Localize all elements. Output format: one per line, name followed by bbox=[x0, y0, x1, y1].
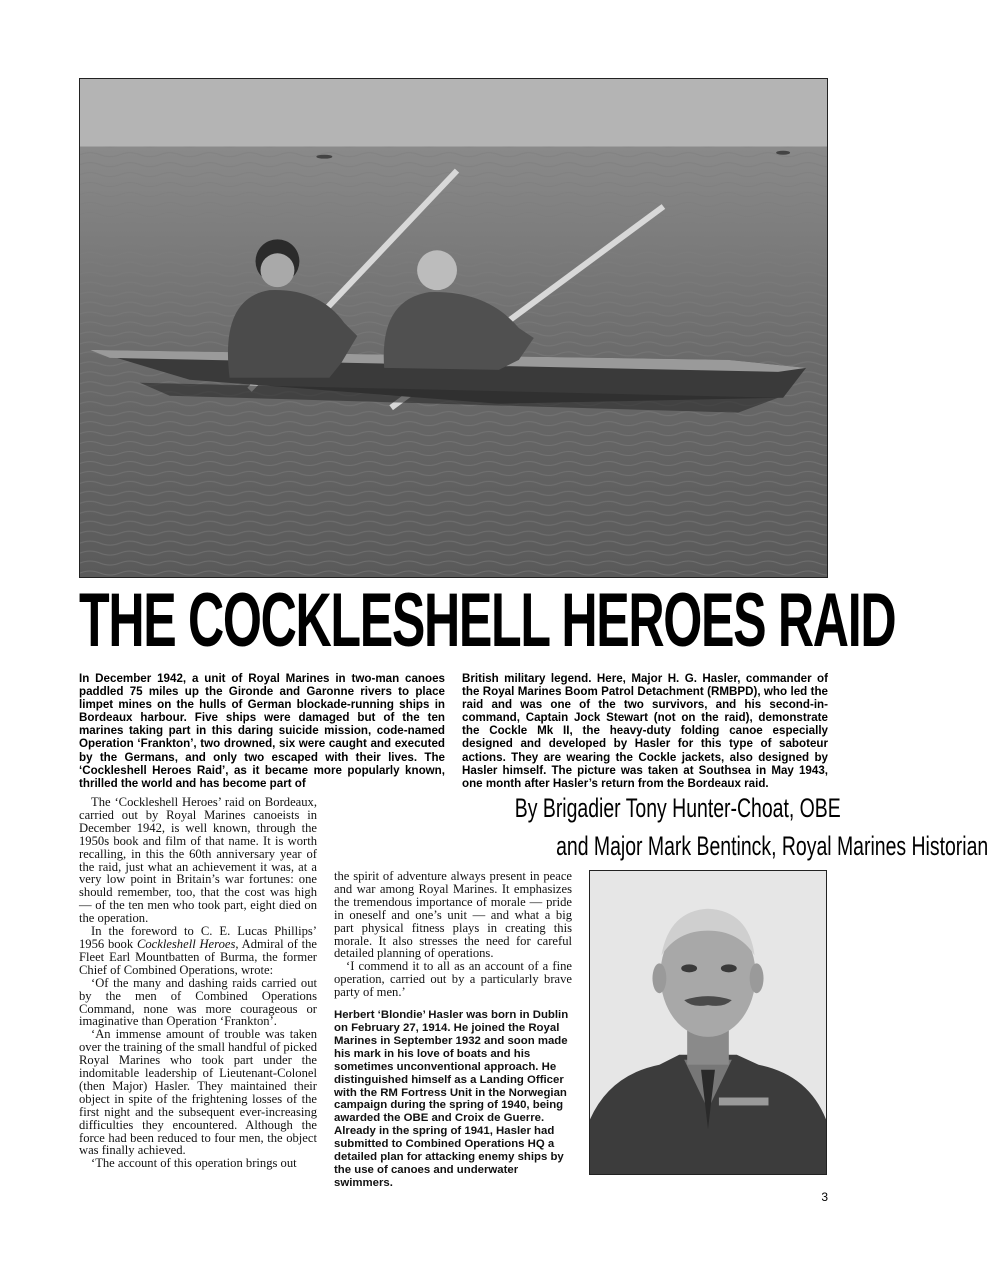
standfirst-left: In December 1942, a unit of Royal Marines in two-man canoes paddled 75 miles up the Gironde and Garonne rivers to place limpet mines on the hulls of German blockade-running ships in Bordeaux harbour. Five ships were damaged but of the ten marines taking part in this daring suicide mission, code-named Operation ‘Frankton’, two drowned, six were caught and executed by the Germans, and only two escaped with their lives. The ‘Cockleshell Heroes Raid’, as it became more popularly known, thrilled the world and has become part of bbox=[79, 672, 445, 790]
paragraph: the spirit of adventure always present in peace and war among Royal Marines. It emphasizes the tremendous importance of morale — pride in oneself and one’s unit — and what a big part physical fitness plays in creating this morale. It also stresses the need for careful detailed planning of operations. bbox=[334, 869, 572, 961]
paragraph: ‘I commend it to all as an account of a fine operation, carried out by a particularly brave party of men.’ bbox=[334, 959, 572, 1000]
standfirst-right: British military legend. Here, Major H. G. Hasler, commander of the Royal Marines Boom Patrol Detachment (RMBPD), who led the raid and was one of the two survivors, and his second-in-command, Captain Jock Stewart (not on the raid), demonstrate the Cockle Mk II, the heavy-duty folding canoe especially designed and developed by Hasler for this type of saboteur actions. They are wearing the Cockle jackets, also designed by Hasler himself. The picture was taken at Southsea in May 1943, one month after Hasler’s return from the Bordeaux raid. bbox=[462, 672, 828, 790]
byline-line-2: and Major Mark Bentinck, Royal Marines Historian bbox=[556, 831, 988, 861]
portrait-photo-hasler bbox=[589, 870, 827, 1175]
body-column-1 bbox=[79, 796, 317, 1170]
page-number: 3 bbox=[821, 1190, 828, 1204]
book-title: Cockleshell Heroes bbox=[136, 936, 236, 951]
body-column-2 bbox=[334, 870, 572, 1190]
hero-photo-canoe bbox=[79, 78, 828, 578]
headline: THE COCKLESHELL HEROES RAID bbox=[79, 578, 896, 663]
paragraph: ‘An immense amount of trouble was taken over the training of the small handful of picked Royal Marines who took part under the indomitable leadership of Lieutenant-Colonel (then Major) Hasler. They maintained their object in spite of the frightening losses of the first night and the subsequent ever-increasing difficulties they encountered. Although the force had been reduced to four men, the object was finally achieved. bbox=[79, 1027, 317, 1158]
paragraph: In the foreword to C. E. Lucas Phillips’ 1956 book Cockleshell Heroes, Admiral of the Fleet Earl Mountbatten of Burma, the former Chief of Combined Operations, wrote: bbox=[79, 924, 318, 977]
byline-line-1: By Brigadier Tony Hunter-Choat, OBE bbox=[514, 793, 841, 823]
paragraph: ‘Of the many and dashing raids carried out by the men of Combined Operations Command, none was more courageous or imaginative than Operation ‘Frankton’. bbox=[79, 975, 317, 1029]
paragraph: ‘The account of this operation brings out bbox=[91, 1156, 297, 1171]
paragraph: The ‘Cockleshell Heroes’ raid on Bordeaux, carried out by Royal Marines canoeists in December 1942, is well known, through the 1950s book and film of that name. It is worth recalling, in this the 60th anniversary year of the raid, just what an achievement it was, at a very low point in Britain’s war fortunes: one should remember, too, that the cost was high — of the ten men who took part, eight died on the operation. bbox=[79, 795, 317, 926]
biography-paragraph: Herbert ‘Blondie’ Hasler was born in Dublin on February 27, 1914. He joined the Royal Marines in September 1932 and soon made his mark in his love of boats and his sometimes unconventional approach. He distinguished himself as a Landing Officer with the RM Fortress Unit in the Norwegian campaign during the spring of 1940, being awarded the OBE and Croix de Guerre. Already in the spring of 1941, Hasler had submitted to Combined Operations HQ a detailed plan for attacking enemy ships by the use of canoes and underwater swimmers. bbox=[334, 1009, 569, 1189]
